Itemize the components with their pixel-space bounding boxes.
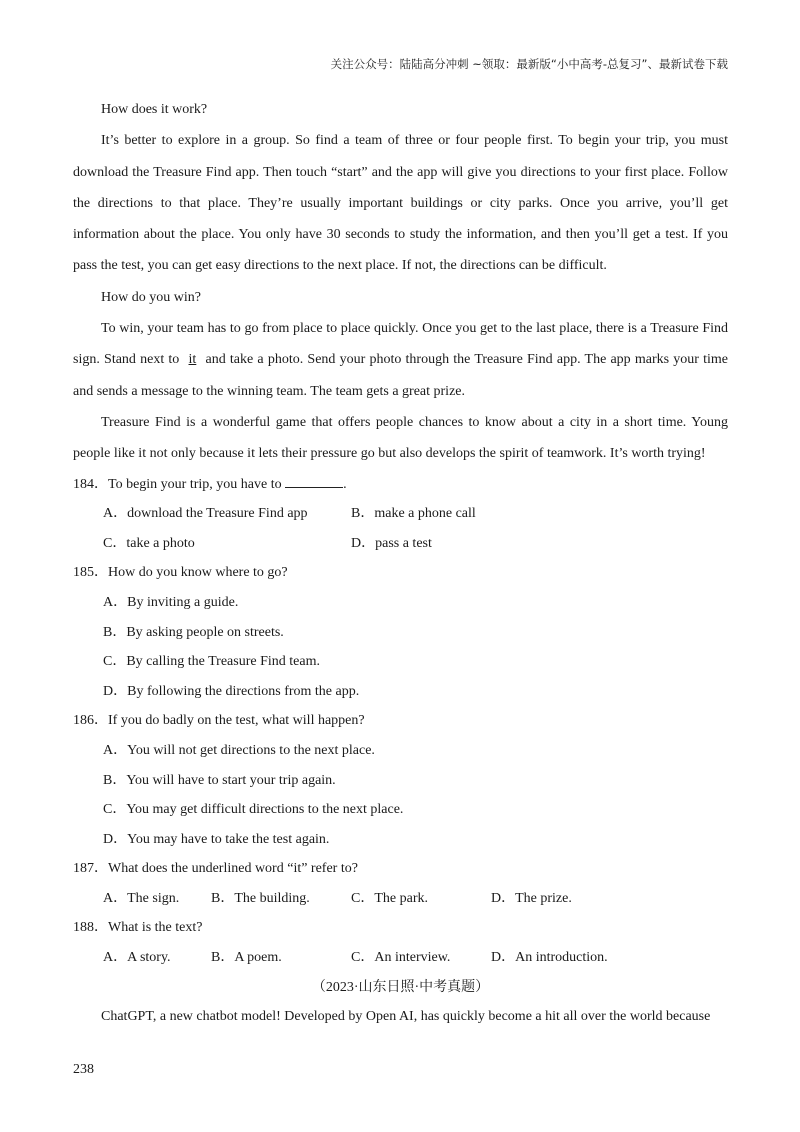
option-186-c: C．You may get difficult directions to the next place. [103,802,404,818]
question-187-stem: 187．What does the underlined word “it” refer to? [73,861,358,877]
option-188-c: C．An interview. [351,950,451,966]
option-184-a: A．download the Treasure Find app [103,506,308,522]
question-187-options [73,884,728,914]
option-185-b: B．By asking people on streets. [103,624,284,640]
paragraph-2-part-a: To win, your team has to go from place to place quickly. Once you get to the last place, there is a Treasure Find sign. Stand next to [73,321,728,368]
paragraph-2 [73,313,728,407]
question-184-options-row-1 [73,499,728,529]
paragraph-2-part-b: and take a photo. Send your photo through the Treasure Find app. The app marks your time and sends a message to the winning team. The team gets a great prize. [73,352,729,399]
option-185-d: D．By following the directions from the app. [103,683,360,699]
option-184-c: C．take a photo [103,535,195,551]
option-187-c: C．The park. [351,890,428,906]
paragraph-1: It’s better to explore in a group. So find a team of three or four people first. To begin your trip, you must download the Treasure Find app. Then touch “start” and the app will give you directions to your first place. Follow the directions to that place. They’re usually important buildings or city parks. Once you arrive, you’ll get information about the place. You only have 30 seconds to study the information, and then you’ll get a test. If you pass the test, you can get easy directions to the next place. If not, the directions can be difficult. [73,133,728,274]
paragraph-3: Treasure Find is a wonderful game that offers people chances to know about a city in a short time. Young people like it not only because it lets their pressure go but also develops the spirit of teamwork. It’s worth trying! [73,414,728,462]
option-188-d: D．An introduction. [491,950,608,966]
option-187-d: D．The prize. [491,890,572,906]
source-citation: （2023·山东日照·中考真题） [311,979,490,995]
question-185-stem: 185．How do you know where to go? [73,565,288,581]
option-185-c: C．By calling the Treasure Find team. [103,654,320,670]
option-188-a: A．A story. [103,950,171,966]
question-188-options [73,943,728,973]
option-187-b: B．The building. [211,890,310,906]
question-184-stem: 184．To begin your trip, you have to [73,476,282,492]
option-186-d: D．You may have to take the test again. [103,831,330,847]
option-188-b: B．A poem. [211,950,282,966]
underlined-word-it: it [188,352,197,368]
answer-blank [285,475,343,488]
option-184-d: D．pass a test [351,535,432,551]
page-number: 238 [73,1062,94,1077]
option-186-a: A．You will not get directions to the next place. [103,742,375,758]
question-184-options-row-2 [73,529,728,559]
question-184-end: . [343,476,347,492]
question-186-stem: 186．If you do badly on the test, what will happen? [73,713,365,729]
question-184 [73,470,728,500]
option-187-a: A．The sign. [103,890,180,906]
heading-how-it-works: How does it work? [101,102,208,117]
question-188-stem: 188．What is the text? [73,920,203,936]
heading-how-to-win: How do you win? [101,289,201,305]
option-184-b: B．make a phone call [351,506,476,522]
option-185-a: A．By inviting a guide. [103,594,239,610]
page-content [73,94,728,1032]
paragraph-4: ChatGPT, a new chatbot model! Developed by Open AI, has quickly become a hit all over the world because [101,1009,711,1025]
page-header: 关注公众号：陆陆高分冲刺 ~领取：最新版“小中高考-总复习”、最新试卷下载 [330,57,728,71]
option-186-b: B．You will have to start your trip again. [103,772,336,788]
